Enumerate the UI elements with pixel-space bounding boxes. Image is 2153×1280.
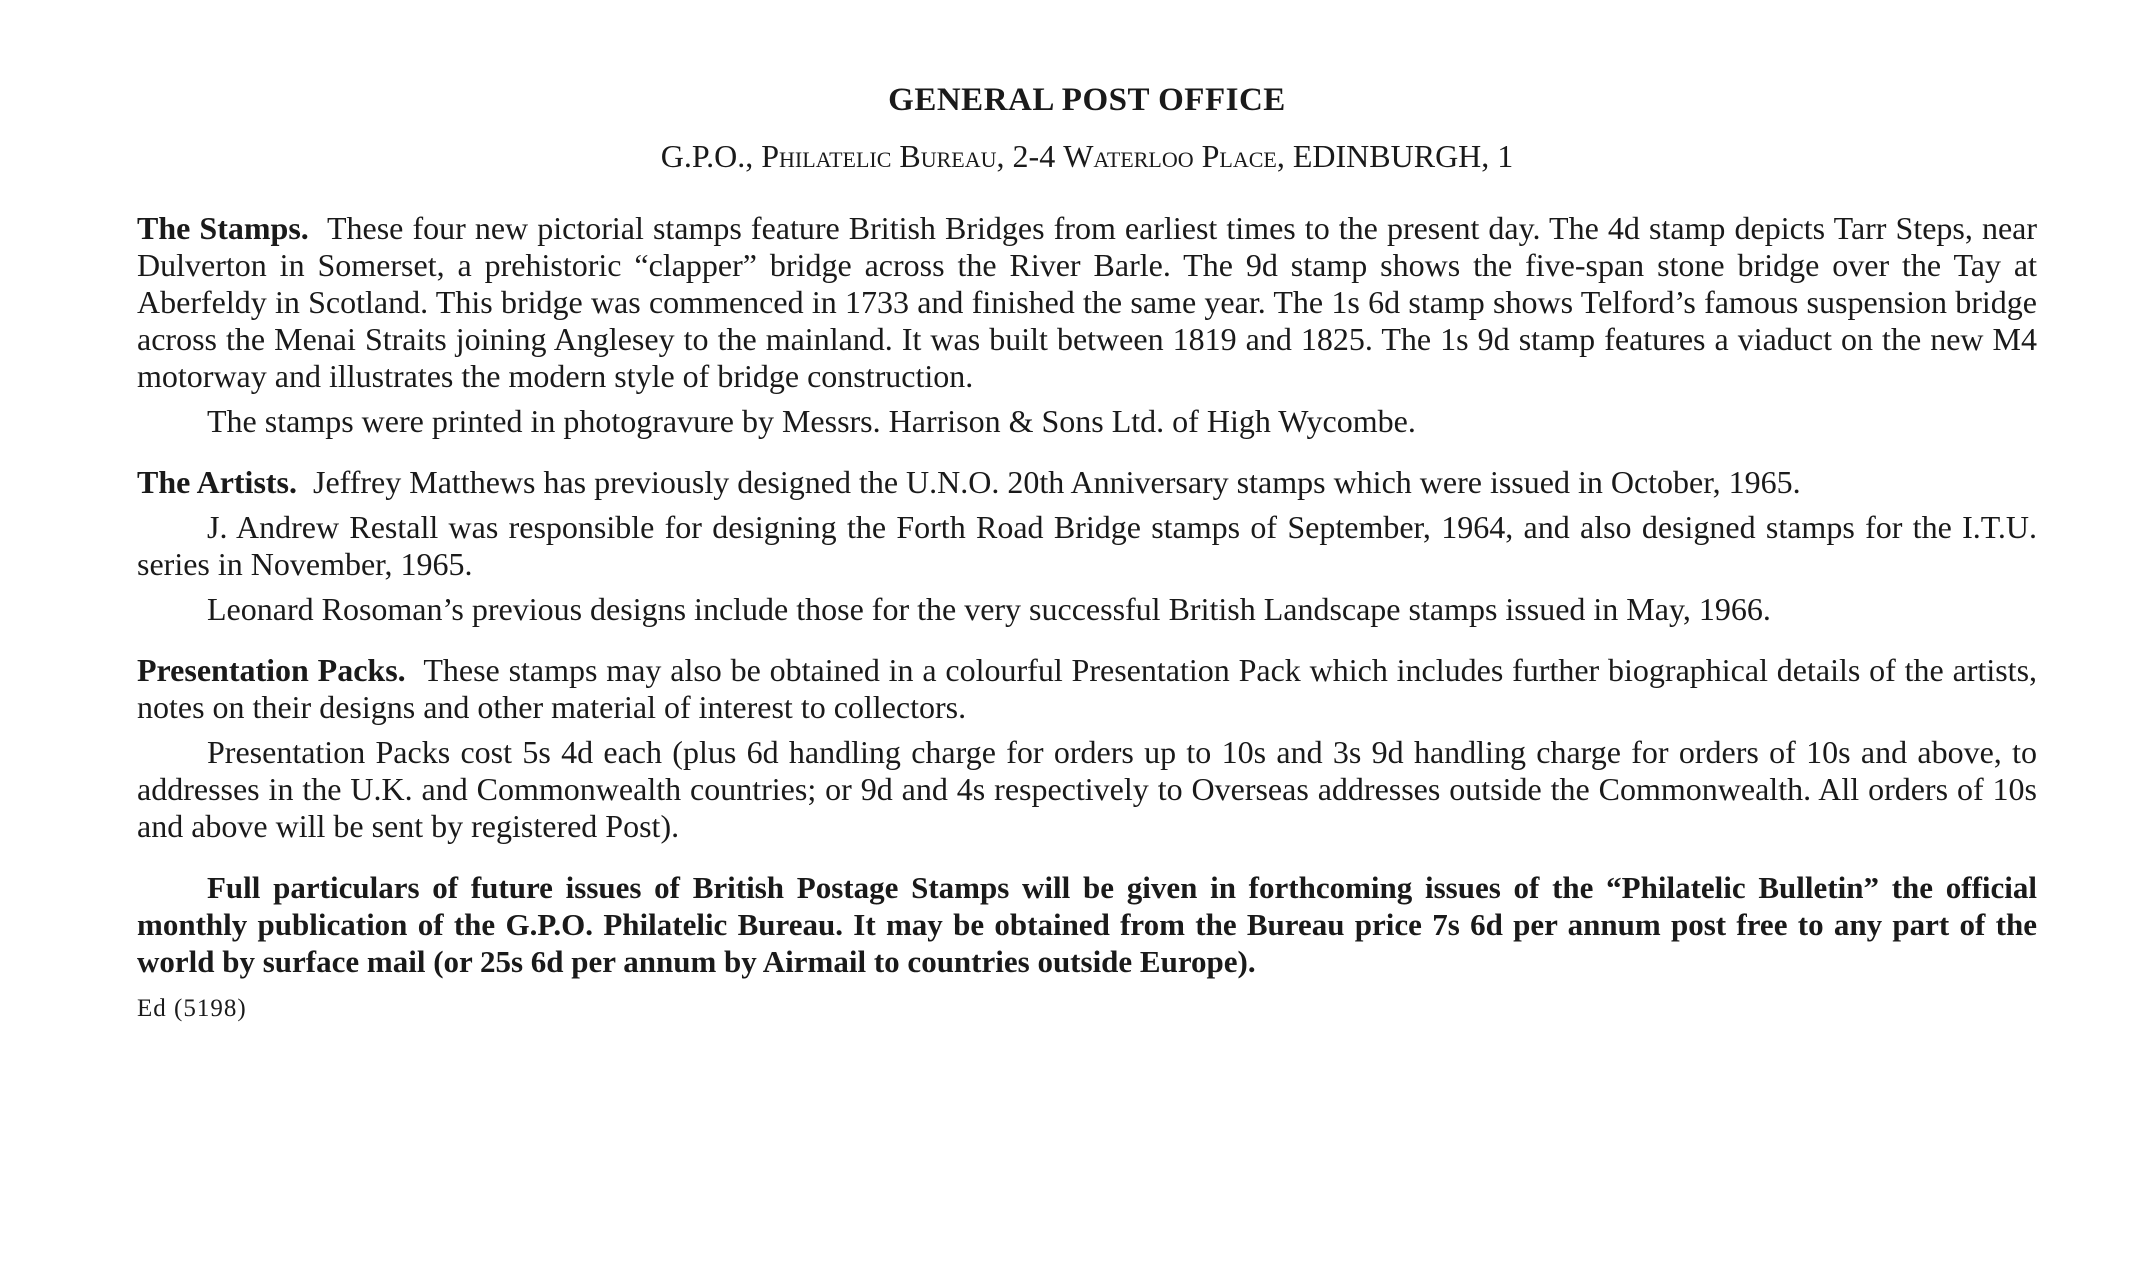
packs-paragraph [137,652,2037,726]
artists-lead: The Artists. [137,464,297,500]
artists-paragraph [137,464,2037,501]
reference-code: Ed (5198) [137,995,247,1022]
packs-cost-paragraph: Presentation Packs cost 5s 4d each (plus 6d handling charge for orders up to 10s and 3s 9d handling charge for orders of 10s and above, to addresses in the U.K. and Commonwealth countries; or 9d and 4s respectively to Overseas addresses outside the Commonwealth. All orders of 10s and above will be sent by registered Post). [137,734,2037,844]
rosoman-paragraph: Leonard Rosoman’s previous designs include those for the very successful British Landscape stamps issued in May, 1966. [207,591,1771,627]
stamps-lead: The Stamps. [137,210,309,246]
address-place: Waterloo Place [1063,138,1277,174]
packs-lead: Presentation Packs. [137,652,406,688]
address-bureau: Philatelic Bureau [761,138,997,174]
printing-paragraph: The stamps were printed in photogravure by Messrs. Harrison & Sons Ltd. of High Wycombe. [207,403,1416,439]
stamps-paragraph [137,210,2037,395]
address-mid: , 2-4 [996,138,1064,174]
restall-paragraph: J. Andrew Restall was responsible for designing the Forth Road Bridge stamps of September, 1964, and also designed stamps for the I.T.U. series in November, 1965. [137,509,2037,582]
address-suffix: , EDINBURGH, 1 [1276,138,1514,174]
document-title: GENERAL POST OFFICE [888,82,1286,118]
bulletin-paragraph: Full particulars of future issues of British Postage Stamps will be given in forthcoming issues of the “Philatelic Bulletin” the official monthly publication of the G.P.O. Philatelic Bureau. It may be obtained from the Bureau price 7s 6d per annum post free to any part of the world by surface mail (or 25s 6d per annum by Airmail to countries outside Europe). [137,870,2037,979]
artists-text: Jeffrey Matthews has previously designed the U.N.O. 20th Anniversary stamps which were issued in October, 1965. [313,464,1801,500]
packs-text: These stamps may also be obtained in a colourful Presentation Pack which includes further biographical details of the artists, notes on their designs and other material of interest to collectors. [137,652,2038,725]
document-page [137,80,2037,1024]
address-prefix: G.P.O., [660,138,762,174]
address-line [137,136,2037,176]
stamps-text: These four new pictorial stamps feature British Bridges from earliest times to the present day. The 4d stamp depicts Tarr Steps, near Dulverton in Somerset, a prehistoric “clapper” bridge across the River Barle. The 9d stamp shows the five-span stone bridge over the Tay at Aberfeldy in Scotland. This bridge was commenced in 1733 and finished the same year. The 1s 6d stamp shows Telford’s famous suspension bridge across the Menai Straits joining Anglesey to the mainland. It was built between 1819 and 1825. The 1s 9d stamp features a viaduct on the new M4 motorway and illustrates the modern style of bridge construction. [137,210,2038,394]
